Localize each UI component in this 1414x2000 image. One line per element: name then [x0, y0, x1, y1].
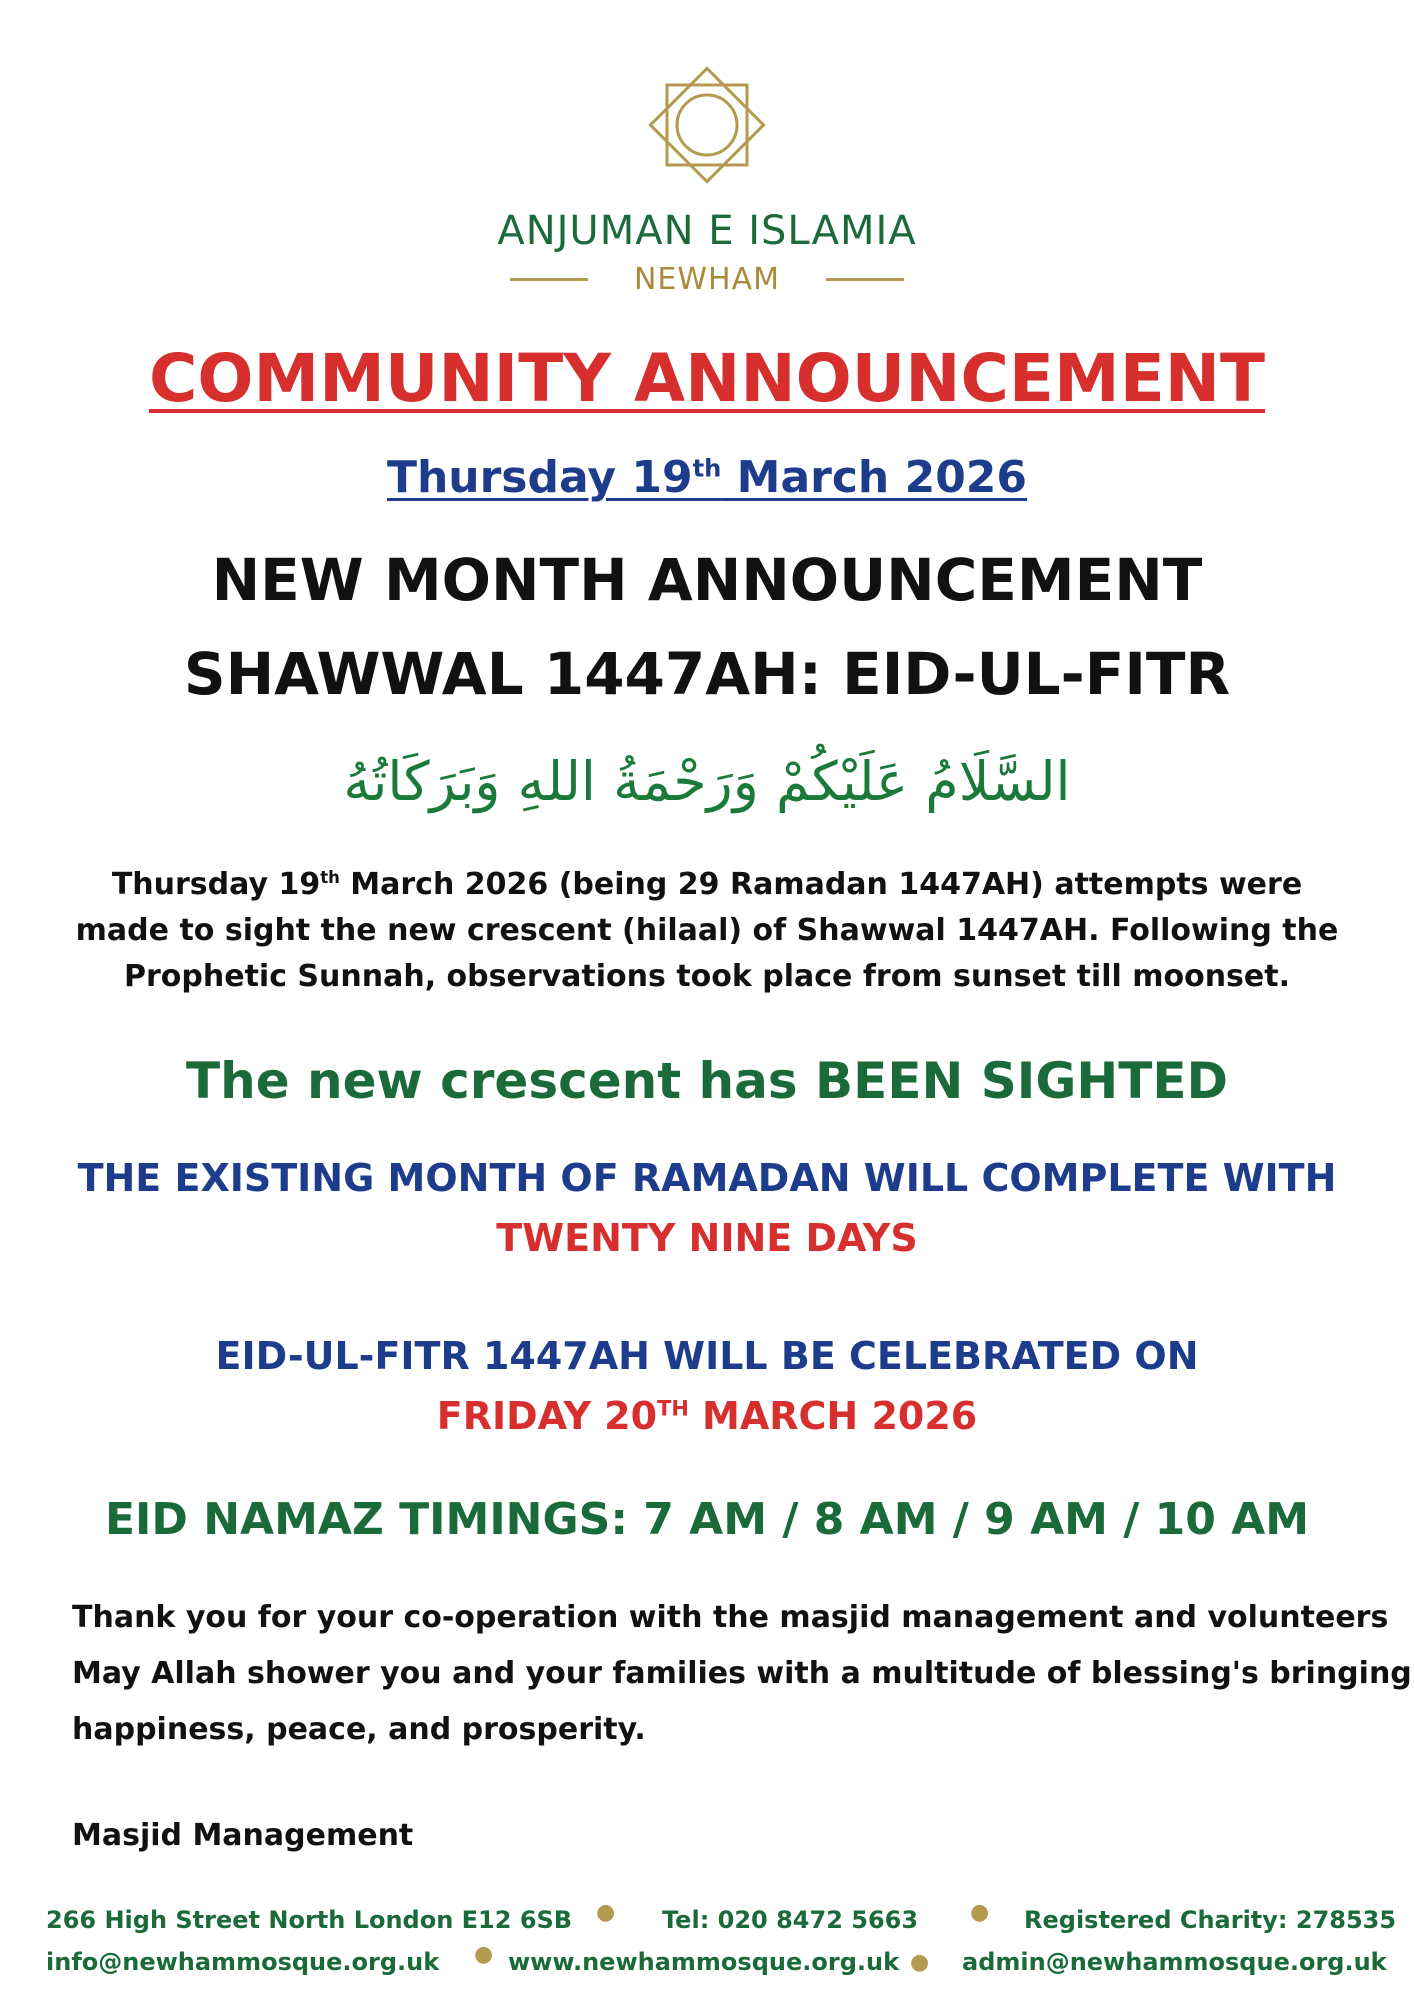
eid-date-part1: FRIDAY 20	[436, 1394, 658, 1438]
bullet-icon: ●	[910, 1950, 930, 1975]
thanks-line: Thank you for your co-operation with the masjid management and volunteers	[72, 1600, 1389, 1635]
organization-name: ANJUMAN E ISLAMIA	[497, 208, 917, 254]
heading-shawwal: SHAWWAL 1447AH: EID-UL-FITR	[183, 640, 1231, 708]
footer-website-link[interactable]: www.newhammosque.org.uk	[508, 1948, 900, 1976]
twenty-nine-days-line: TWENTY NINE DAYS	[496, 1216, 918, 1260]
crescent-sighted-text: The new crescent has BEEN SIGHTED	[186, 1052, 1228, 1110]
eid-date-part2: MARCH 2026	[688, 1394, 978, 1438]
thanks-message	[72, 1590, 1412, 1758]
eid-celebration-line: EID-UL-FITR 1447AH WILL BE CELEBRATED ON	[215, 1334, 1199, 1378]
announcement-title: COMMUNITY ANNOUNCEMENT	[148, 340, 1266, 417]
paragraph-suffix: th	[320, 868, 340, 887]
eid-date	[0, 1394, 1414, 1438]
bullet-icon: ●	[474, 1942, 494, 1967]
footer-charity-number: Registered Charity: 278535	[1024, 1906, 1397, 1934]
footer-info-email[interactable]: info@newhammosque.org.uk	[46, 1948, 440, 1976]
organization-subtitle: NEWHAM	[633, 262, 781, 297]
eid-namaz-timings: EID NAMAZ TIMINGS: 7 AM / 8 AM / 9 AM / 10 AM	[104, 1494, 1310, 1545]
signature: Masjid Management	[72, 1818, 414, 1853]
date-rest: March 2026	[721, 452, 1028, 503]
decorative-line-left	[510, 278, 588, 281]
bullet-icon: ●	[970, 1900, 990, 1925]
decorative-line-right	[826, 278, 904, 281]
date-suffix: th	[692, 454, 722, 483]
bullet-icon: ●	[596, 1900, 616, 1925]
footer-admin-email[interactable]: admin@newhammosque.org.uk	[962, 1948, 1387, 1976]
announcement-date	[0, 452, 1414, 503]
footer-address: 266 High Street North London E12 6SB	[46, 1906, 573, 1934]
eid-date-suffix: TH	[657, 1396, 689, 1421]
date-day: Thursday 19	[386, 452, 693, 503]
sighting-paragraph	[70, 862, 1344, 1000]
mosque-logo-icon	[632, 50, 782, 200]
organization-subtitle-row	[0, 262, 1414, 297]
arabic-greeting: السَّلَامُ عَلَيْكُمْ وَرَحْمَةُ اللهِ وَبَرَكَاتُهُ	[343, 750, 1071, 813]
thanks-line: happiness, peace, and prosperity.	[72, 1712, 646, 1747]
heading-new-month: NEW MONTH ANNOUNCEMENT	[211, 546, 1203, 614]
ramadan-completion-line: THE EXISTING MONTH OF RAMADAN WILL COMPLETE WITH	[77, 1156, 1337, 1200]
thanks-line: May Allah shower you and your families with a multitude of blessing's bringing	[72, 1656, 1412, 1691]
paragraph-part1: Thursday 19	[111, 867, 321, 902]
paragraph-part2: March 2026 (being 29 Ramadan 1447AH) attempts were made to sight the new crescent (hilaal) of Shawwal 1447AH. Following the Prophetic Sunnah, observations took place from sunset till moonset.	[75, 867, 1339, 994]
footer-telephone: Tel: 020 8472 5663	[662, 1906, 919, 1934]
